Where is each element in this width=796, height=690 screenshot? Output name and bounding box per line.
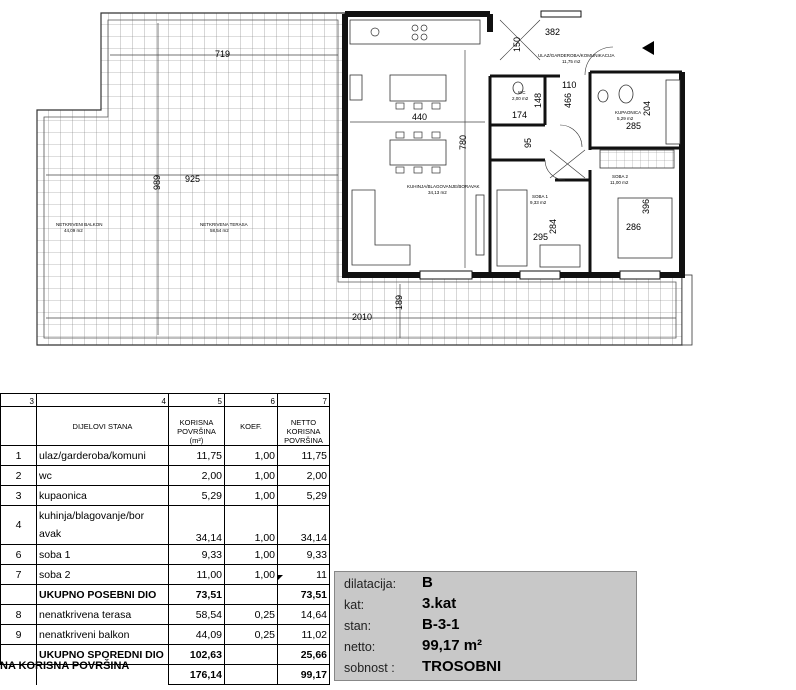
info-sobnost <box>335 658 636 678</box>
room-terrace-area: 58,54 m2 <box>210 228 229 233</box>
info-dilatacija <box>335 574 636 594</box>
row-number: 1 <box>1 446 37 466</box>
info-stan <box>335 616 636 636</box>
dim-bath-width: 285 <box>626 121 642 131</box>
column-number-row <box>1 394 330 407</box>
room-terrace-name: NETKRIVENA TERASA <box>200 222 248 227</box>
row-area: 58,54 <box>169 605 225 625</box>
room-1-area: 9,33 m2 <box>530 200 547 205</box>
row-desc: kupaonica <box>37 486 169 506</box>
row-net: 5,29 <box>278 486 330 506</box>
info-value: 99,17 m² <box>422 637 483 654</box>
dim-top-right: 382 <box>545 27 561 37</box>
row-desc: UKUPNO POSEBNI DIO <box>37 585 169 605</box>
info-value: B <box>422 574 433 591</box>
row-area: 73,51 <box>169 585 225 605</box>
row-desc: ulaz/garderoba/komuni <box>37 446 169 466</box>
row-desc <box>37 506 169 545</box>
room-1-name: SOBA 1 <box>532 194 549 199</box>
room-entry-name: ULAZ/GARDEROBA/KOMUNIKACIJA <box>538 53 615 58</box>
row-number: 4 <box>1 506 37 545</box>
row-coef <box>225 665 278 685</box>
info-netto <box>335 637 636 657</box>
table-row <box>1 486 330 506</box>
row-area: 9,33 <box>169 545 225 565</box>
row-desc: nenatkriveni balkon <box>37 625 169 645</box>
row-net: 11 <box>278 565 330 585</box>
row-coef: 0,25 <box>225 625 278 645</box>
room-balcony-area: 44,09 m2 <box>64 228 83 233</box>
row-desc: soba 1 <box>37 545 169 565</box>
header-net <box>278 407 330 446</box>
row-net: 2,00 <box>278 466 330 486</box>
header-row <box>1 407 330 446</box>
dim-kitchen-depth: 780 <box>458 134 468 150</box>
row-number <box>1 585 37 605</box>
row-net: 73,51 <box>278 585 330 605</box>
dim-hall-a: 466 <box>563 92 573 108</box>
row-number: 2 <box>1 466 37 486</box>
header-index <box>1 407 37 446</box>
colnum: 4 <box>37 394 169 407</box>
dim-hall-b: 110 <box>562 80 577 90</box>
colnum: 5 <box>169 394 225 407</box>
row-desc: UKUPNO SPOREDNI DIO <box>37 645 169 665</box>
room-wc-name: WC <box>518 90 526 95</box>
row-number: 3 <box>1 486 37 506</box>
row-net: 11,75 <box>278 446 330 466</box>
row-area: 2,00 <box>169 466 225 486</box>
row-coef <box>225 645 278 665</box>
table-row <box>1 605 330 625</box>
row-net: 14,64 <box>278 605 330 625</box>
info-label: sobnost : <box>344 661 395 675</box>
dim-room2-depth: 396 <box>641 198 651 214</box>
row-desc-line: kuhinja/blagovanje/bor <box>39 510 145 522</box>
header-net-line: KORISNA <box>286 427 321 436</box>
row-coef: 1,00 <box>225 565 278 585</box>
room-2-area: 11,00 m2 <box>610 180 629 185</box>
row-net: 25,66 <box>278 645 330 665</box>
room-balcony-name: NETKRIVENI BALKON <box>56 222 103 227</box>
info-label: netto: <box>344 640 376 654</box>
info-kat <box>335 595 636 615</box>
info-label: stan: <box>344 619 372 633</box>
header-area <box>169 407 225 446</box>
colnum: 7 <box>278 394 330 407</box>
room-kitchen-area: 34,13 m2 <box>428 190 447 195</box>
header-area-line: POVRŠINA <box>177 427 216 436</box>
table-row <box>1 446 330 466</box>
row-coef: 0,25 <box>225 605 278 625</box>
header-net-line: POVRŠINA <box>284 436 323 445</box>
info-value: 3.kat <box>422 595 457 612</box>
row-net: 99,17 <box>278 665 330 685</box>
row-coef: 1,00 <box>225 545 278 565</box>
row-coef: 1,00 <box>225 506 278 545</box>
row-area: 11,75 <box>169 446 225 466</box>
info-value: TROSOBNI <box>422 658 502 675</box>
row-desc: soba 2 <box>37 565 169 585</box>
row-area: 34,14 <box>169 506 225 545</box>
dim-bath-depth: 204 <box>642 100 652 116</box>
room-entry-area: 11,75 m2 <box>562 59 581 64</box>
row-number: 6 <box>1 545 37 565</box>
row-coef: 1,00 <box>225 446 278 466</box>
room-bath-name: KUPAONICA <box>615 110 642 115</box>
dim-room2-width: 286 <box>626 222 642 232</box>
row-net: 9,33 <box>278 545 330 565</box>
row-coef: 1,00 <box>225 486 278 506</box>
room-wc-area: 2,00 m2 <box>512 96 529 101</box>
dim-wc-depth: 148 <box>533 92 543 108</box>
row-net: 34,14 <box>278 506 330 545</box>
row-net: 11,02 <box>278 625 330 645</box>
dim-terrace-mid: 925 <box>185 174 201 184</box>
info-value: B-3-1 <box>422 616 460 633</box>
dim-room1-width: 295 <box>533 232 549 242</box>
apartment-info-box <box>334 571 637 681</box>
row-desc: nenatkrivena terasa <box>37 605 169 625</box>
row-coef: 1,00 <box>225 466 278 486</box>
corner-marker-icon <box>277 575 283 581</box>
dim-hall-c: 95 <box>523 137 533 148</box>
dim-wc-width: 174 <box>512 110 528 120</box>
room-kitchen-name: KUHINJA/BLAGOVANJE/BORAVAK <box>407 184 480 189</box>
header-area-line: (m²) <box>189 436 204 445</box>
dim-kitchen-width: 440 <box>412 112 428 122</box>
row-number: 7 <box>1 565 37 585</box>
colnum: 6 <box>225 394 278 407</box>
table-row <box>1 506 330 545</box>
table-row <box>1 625 330 645</box>
colnum: 3 <box>1 394 37 407</box>
dim-bottom-width: 2010 <box>352 312 373 322</box>
row-desc-line: avak <box>39 528 62 540</box>
row-area: 44,09 <box>169 625 225 645</box>
table-row <box>1 466 330 486</box>
header-desc: DIJELOVI STANA <box>37 407 169 446</box>
row-coef <box>225 585 278 605</box>
row-number: 8 <box>1 605 37 625</box>
info-label: dilatacija: <box>344 577 397 591</box>
row-area: 102,63 <box>169 645 225 665</box>
dim-entry-depth: 150 <box>512 36 522 52</box>
dim-room1-depth: 284 <box>548 218 558 234</box>
row-area: 176,14 <box>169 665 225 685</box>
table-footer-label: NA KORISNA POVRŠINA <box>0 660 130 672</box>
dim-terrace-width: 719 <box>215 49 231 59</box>
dim-bottom-depth: 189 <box>394 294 404 310</box>
room-bath-area: 5,29 m2 <box>617 116 634 121</box>
room-2-name: SOBA 2 <box>612 174 629 179</box>
header-coef: KOEF. <box>225 407 278 446</box>
row-area: 11,00 <box>169 565 225 585</box>
row-area: 5,29 <box>169 486 225 506</box>
header-area-line: KORISNA <box>179 418 214 427</box>
row-number: 9 <box>1 625 37 645</box>
dim-terrace-depth: 989 <box>152 174 162 190</box>
subtotal-row <box>1 585 330 605</box>
area-table <box>0 393 330 685</box>
row-desc: wc <box>37 466 169 486</box>
info-label: kat: <box>344 598 365 612</box>
table-row <box>1 545 330 565</box>
header-net-line: NETTO <box>290 418 317 427</box>
